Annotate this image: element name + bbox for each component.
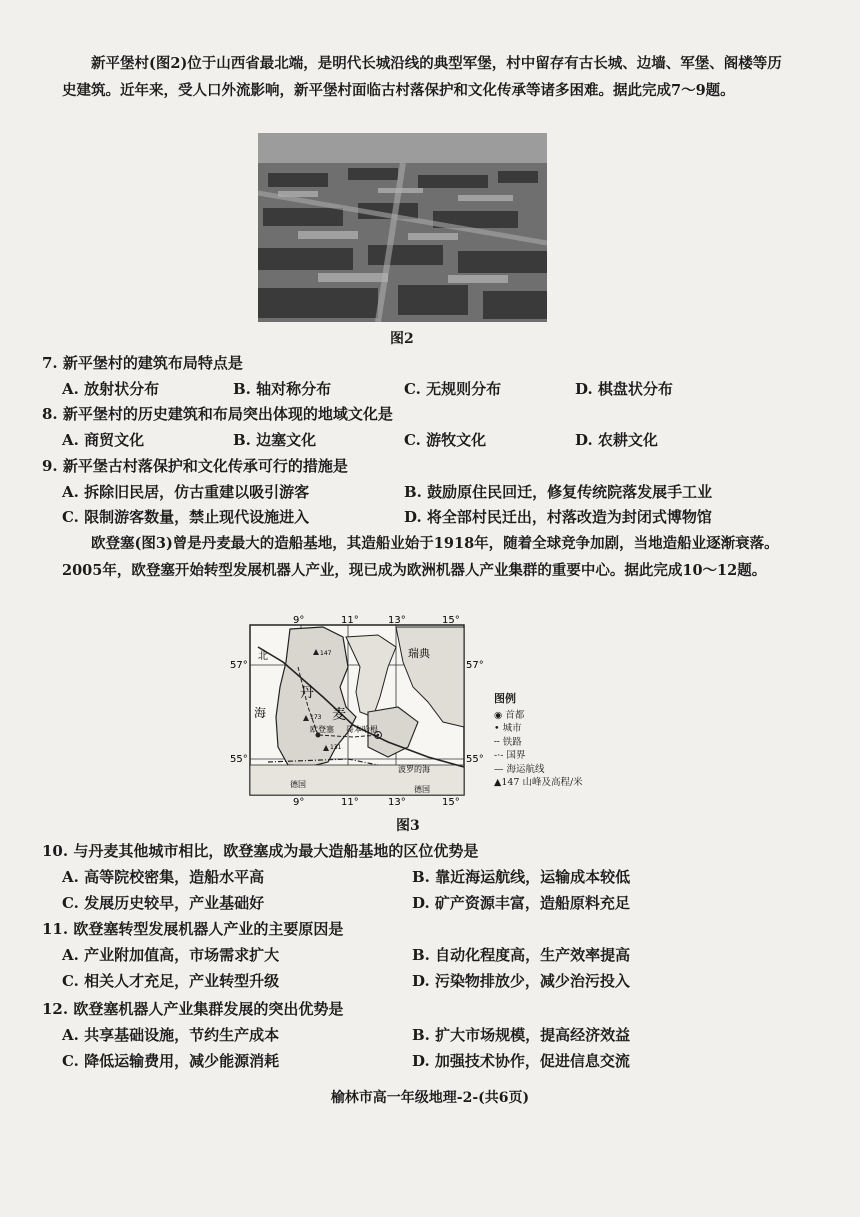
lon-label-top-13: 13° bbox=[388, 615, 406, 626]
map-label-copenhagen: 哥本哈根 bbox=[346, 725, 378, 734]
page-footer: 榆林市高一年级地理-2-(共6页) bbox=[330, 1090, 530, 1106]
map-label-germany-right: 德国 bbox=[414, 785, 430, 794]
question-10-stem: 10. 与丹麦其他城市相比，欧登塞成为最大造船基地的区位优势是 bbox=[42, 842, 479, 860]
question-12-option-b[interactable]: B. 扩大市场规模，提高经济效益 bbox=[412, 1026, 631, 1044]
question-8-option-c[interactable]: C. 游牧文化 bbox=[404, 431, 487, 449]
question-7-option-d[interactable]: D. 棋盘状分布 bbox=[575, 380, 673, 398]
question-10-option-d[interactable]: D. 矿产资源丰富，造船原料充足 bbox=[412, 894, 630, 912]
peak-symbol-icon: ▲ bbox=[494, 777, 502, 788]
lon-label-top-11: 11° bbox=[341, 615, 359, 626]
question-10-option-b[interactable]: B. 靠近海运航线，运输成本较低 bbox=[412, 868, 631, 886]
border-symbol-icon: -·- bbox=[494, 750, 504, 761]
question-11-option-d[interactable]: D. 污染物排放少，减少治污投入 bbox=[412, 972, 630, 990]
city-symbol-icon: • bbox=[494, 723, 500, 734]
question-9-option-a[interactable]: A. 拆除旧民居，仿古重建以吸引游客 bbox=[62, 483, 310, 501]
question-8-option-d[interactable]: D. 农耕文化 bbox=[575, 431, 658, 449]
question-9-option-c[interactable]: C. 限制游客数量，禁止现代设施进入 bbox=[62, 508, 310, 526]
question-8-stem: 8. 新平堡村的历史建筑和布局突出体现的地域文化是 bbox=[42, 405, 393, 423]
question-7-option-c[interactable]: C. 无规则分布 bbox=[404, 380, 502, 398]
map-label-north-sea-2: 海 bbox=[254, 706, 267, 720]
question-7-option-b[interactable]: B. 轴对称分布 bbox=[233, 380, 332, 398]
question-7-stem: 7. 新平堡村的建筑布局特点是 bbox=[42, 354, 243, 372]
lon-label-top-9: 9° bbox=[293, 615, 305, 626]
lon-label-bottom-11: 11° bbox=[341, 797, 359, 807]
map-legend bbox=[494, 692, 583, 790]
lat-label-right-57: 57° bbox=[466, 660, 484, 671]
question-12-stem: 12. 欧登塞机器人产业集群发展的突出优势是 bbox=[42, 1000, 344, 1018]
figure-2-caption: 图2 bbox=[390, 331, 414, 347]
question-12-option-d[interactable]: D. 加强技术协作，促进信息交流 bbox=[412, 1052, 630, 1070]
map-label-odense: 欧登塞 bbox=[310, 725, 334, 734]
legend-item-railway: ╌ 铁路 bbox=[494, 736, 522, 748]
capital-symbol-icon: ◉ bbox=[494, 709, 503, 721]
map-label-denmark-1: 丹 bbox=[300, 685, 314, 701]
map-label-north-sea-1: 北 bbox=[258, 651, 268, 662]
map-label-baltic-sea: 波罗的海 bbox=[398, 765, 430, 774]
question-11-option-b[interactable]: B. 自动化程度高，生产效率提高 bbox=[412, 946, 631, 964]
map-label-peak-131: 131 bbox=[330, 744, 342, 751]
question-11-stem: 11. 欧登塞转型发展机器人产业的主要原因是 bbox=[42, 920, 344, 938]
question-8-option-a[interactable]: A. 商贸文化 bbox=[62, 431, 145, 449]
question-9-option-d[interactable]: D. 将全部村民迁出，村落改造为封闭式博物馆 bbox=[404, 508, 712, 526]
map-label-germany-left: 德国 bbox=[290, 780, 306, 789]
legend-item-peak: ▲147 山峰及高程/米 bbox=[494, 777, 583, 788]
legend-item-city: • 城市 bbox=[494, 723, 522, 734]
map-label-denmark-2: 麦 bbox=[332, 707, 346, 723]
intro-paragraph-village: 新平堡村(图2)位于山西省最北端，是明代长城沿线的典型军堡，村中留存有古长城、边墙、军堡、阁楼等历史建筑。近年来，受人口外流影响，新平堡村面临古村落保护和文化传承等诸多困难。据此完成7～9题。 bbox=[62, 55, 782, 99]
question-10-option-c[interactable]: C. 发展历史较早，产业基础好 bbox=[62, 894, 265, 912]
railway-symbol-icon: ╌ bbox=[494, 736, 500, 748]
lat-label-left-57: 57° bbox=[230, 660, 248, 671]
shipping-route-symbol-icon: — bbox=[494, 763, 504, 775]
village-aerial-photo bbox=[258, 133, 547, 322]
question-8-option-b[interactable]: B. 边塞文化 bbox=[233, 431, 317, 449]
intro-paragraph-odense: 欧登塞(图3)曾是丹麦最大的造船基地，其造船业始于1918年，随着全球竞争加剧，当地造船业逐渐衰落。2005年，欧登塞开始转型发展机器人产业，现已成为欧洲机器人产业集群的重要中心。据此完成10～12题。 bbox=[62, 535, 779, 579]
question-7-option-a[interactable]: A. 放射状分布 bbox=[62, 380, 160, 398]
map-label-sweden: 瑞典 bbox=[408, 647, 430, 660]
lon-label-top-15: 15° bbox=[442, 615, 460, 626]
map-label-peak-147: 147 bbox=[320, 650, 332, 657]
question-11-option-c[interactable]: C. 相关人才充足，产业转型升级 bbox=[62, 972, 280, 990]
legend-item-capital: ◉ 首都 bbox=[494, 709, 525, 721]
question-9-option-b[interactable]: B. 鼓励原住民回迁，修复传统院落发展手工业 bbox=[404, 483, 713, 501]
map-label-peak-173: 173 bbox=[310, 714, 322, 721]
question-12-option-c[interactable]: C. 降低运输费用，减少能源消耗 bbox=[62, 1052, 280, 1070]
lon-label-bottom-15: 15° bbox=[442, 797, 460, 807]
lon-label-bottom-9: 9° bbox=[293, 797, 305, 807]
question-12-option-a[interactable]: A. 共享基础设施，节约生产成本 bbox=[62, 1026, 280, 1044]
lon-label-bottom-13: 13° bbox=[388, 797, 406, 807]
question-9-stem: 9. 新平堡古村落保护和文化传承可行的措施是 bbox=[42, 457, 348, 475]
legend-title: 图例 bbox=[494, 692, 516, 705]
figure-3-caption: 图3 bbox=[396, 818, 420, 834]
legend-item-shipping: — 海运航线 bbox=[494, 763, 545, 775]
legend-item-border: -·- 国界 bbox=[494, 750, 526, 761]
question-11-option-a[interactable]: A. 产业附加值高，市场需求扩大 bbox=[62, 946, 280, 964]
question-10-option-a[interactable]: A. 高等院校密集，造船水平高 bbox=[62, 868, 265, 886]
lat-label-left-55: 55° bbox=[230, 754, 248, 765]
lat-label-right-55: 55° bbox=[466, 754, 484, 765]
